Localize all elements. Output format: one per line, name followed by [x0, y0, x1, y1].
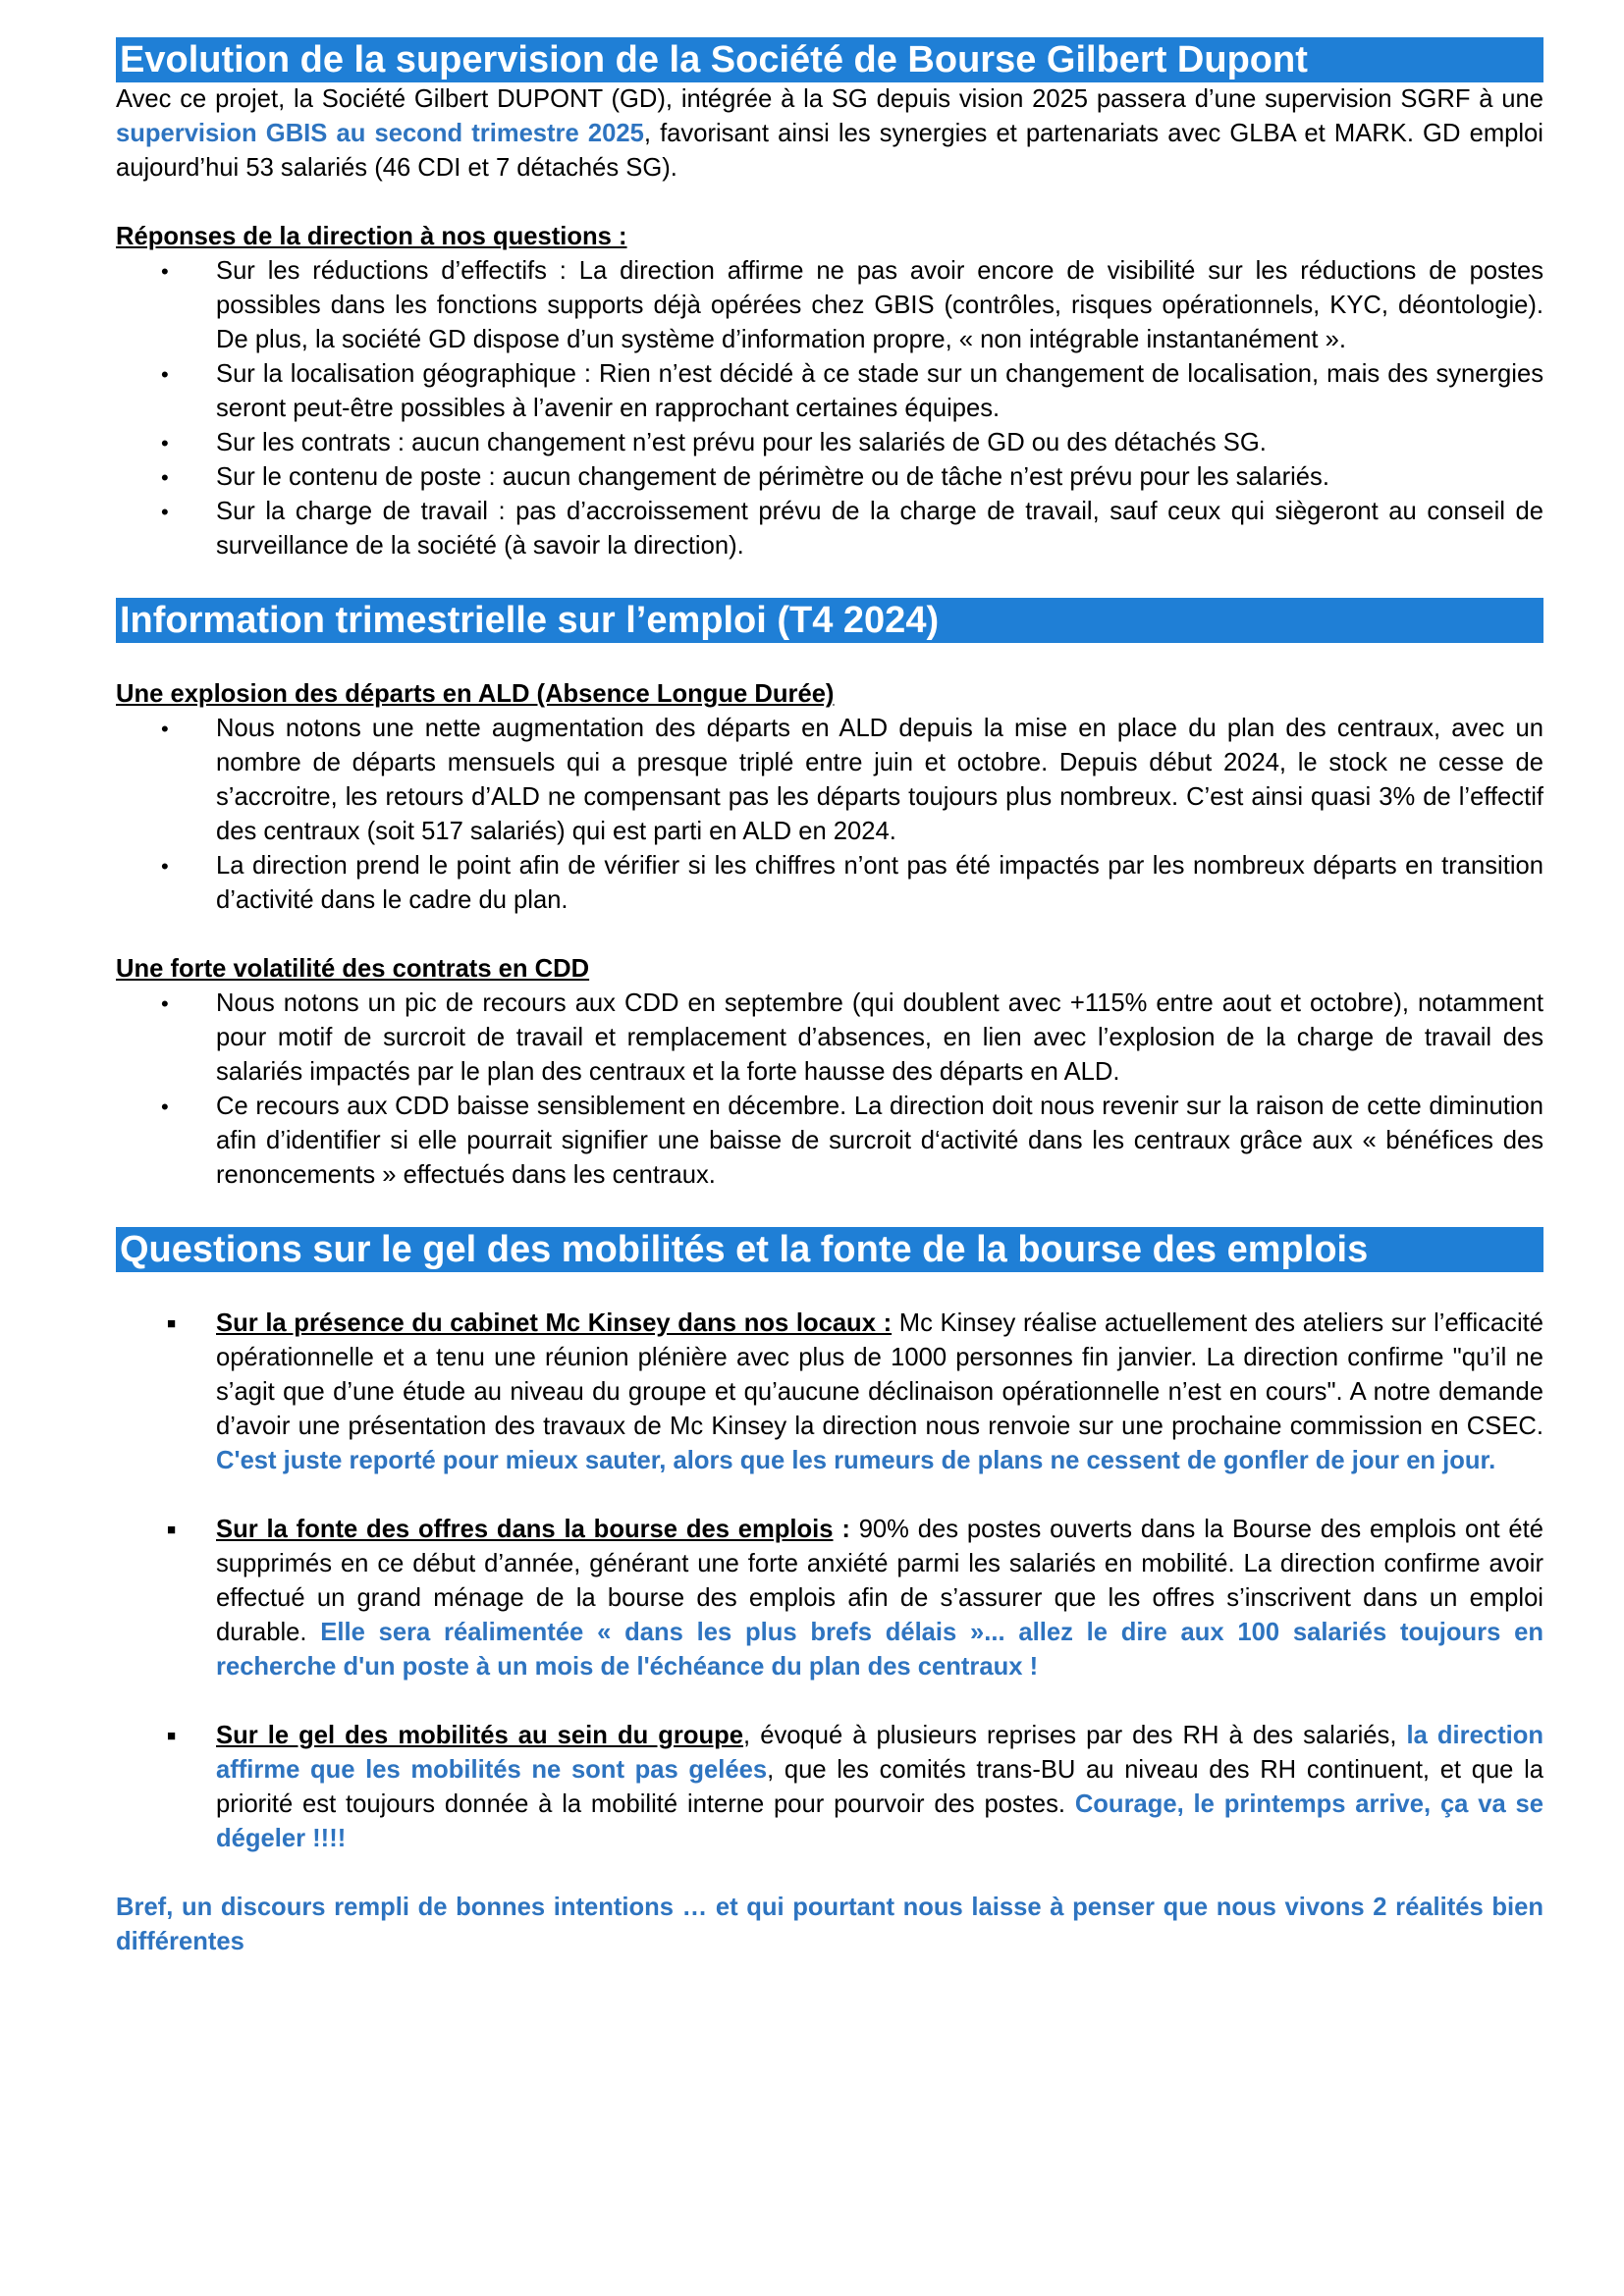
- list-item-gel: [116, 1719, 1543, 1856]
- list-item-text: Ce recours aux CDD baisse sensiblement en décembre. La direction doit nous revenir sur la raison de cette diminution afin d’identifier si elle pourrait signifier une baisse de surcroit d‘activité dans les centraux grâce aux « bénéfices des renoncements » effectués dans les centraux.: [216, 1093, 1543, 1189]
- item-text: 90% des postes ouverts dans la Bourse des emplois ont été supprimés en ce début d’année, générant une forte anxiété parmi les salariés en mobilité. La direction confirme avoir effectué un grand ménage de la bourse des emplois afin de s’assurer que les offres s’inscrivent dans un emploi durable.: [216, 1516, 1543, 1646]
- section-1-heading: Evolution de la supervision de la Société de Bourse Gilbert Dupont: [116, 37, 1543, 82]
- intro-highlight: supervision GBIS au second trimestre 2025: [116, 120, 644, 147]
- square-bullet-icon: ■: [167, 1315, 177, 1332]
- subheading-text: Une forte volatilité des contrats en CDD: [116, 955, 590, 983]
- intro-text: Avec ce projet, la Société Gilbert DUPONT (GD), intégrée à la SG depuis vision 2025 passera d’une supervision SGRF à une: [116, 85, 1543, 113]
- spacer: [116, 1856, 1543, 1891]
- list-item-text: La direction prend le point afin de vérifier si les chiffres n’ont pas été impactés par les nombreux départs en transition d’activité dans le cadre du plan.: [216, 852, 1543, 914]
- subheading-text: Une explosion des départs en ALD (Absence Longue Durée): [116, 680, 835, 708]
- square-bullet-icon: ■: [167, 1522, 177, 1538]
- item-comment: Courage, le printemps arrive, ça va se dégeler !!!!: [216, 1790, 1543, 1852]
- list-item: [116, 254, 1543, 357]
- section-2-list-cdd: [116, 987, 1543, 1193]
- conclusion: Bref, un discours rempli de bonnes intentions … et qui pourtant nous laisse à penser que nous vivons 2 réalités bien différentes: [116, 1894, 1543, 1955]
- list-item: [116, 460, 1543, 495]
- bullet-icon: •: [161, 1095, 169, 1119]
- section-2-heading: Information trimestrielle sur l’emploi (T4 2024): [116, 598, 1543, 643]
- spacer: [116, 918, 1543, 952]
- list-item: [116, 495, 1543, 563]
- item-comment: Elle sera réalimentée « dans les plus brefs délais »... allez le dire aux 100 salariés toujours en recherche d'un poste à un mois de l'échéance du plan des centraux !: [216, 1619, 1543, 1681]
- square-bullet-icon: ■: [167, 1728, 177, 1744]
- section-2-subheading-ald: [116, 677, 1543, 712]
- item-text: , évoqué à plusieurs reprises par des RH à des salariés,: [743, 1722, 1407, 1749]
- section-3-heading: Questions sur le gel des mobilités et la fonte de la bourse des emplois: [116, 1227, 1543, 1272]
- section-2-list-ald: [116, 712, 1543, 918]
- bullet-icon: •: [161, 362, 169, 387]
- section-1-subheading: [116, 220, 1543, 254]
- item-highlight: la direction affirme que les mobilités ne sont pas gelées: [216, 1722, 1543, 1784]
- section-2-subheading-cdd: [116, 952, 1543, 987]
- section-3-list: [116, 1307, 1543, 1856]
- spacer: [116, 1272, 1543, 1307]
- spacer: [116, 643, 1543, 677]
- item-lead: Sur le gel des mobilités au sein du groupe: [216, 1722, 744, 1749]
- list-item-text: Sur la charge de travail : pas d’accroissement prévu de la charge de travail, sauf ceux qui siègeront au conseil de surveillance de la société (à savoir la direction).: [216, 498, 1543, 560]
- bullet-icon: •: [161, 431, 169, 455]
- list-item-bourse: [116, 1513, 1543, 1684]
- list-item: [116, 987, 1543, 1090]
- list-item: [116, 849, 1543, 918]
- bullet-icon: •: [161, 500, 169, 524]
- bullet-icon: •: [161, 717, 169, 741]
- subheading-text: Réponses de la direction à nos questions :: [116, 223, 627, 250]
- item-lead: Sur la fonte des offres dans la bourse des emplois: [216, 1516, 834, 1543]
- list-item-text: Sur les contrats : aucun changement n’est prévu pour les salariés de GD ou des détachés SG.: [216, 429, 1267, 456]
- bullet-icon: •: [161, 465, 169, 490]
- item-text: Mc Kinsey réalise actuellement des ateliers sur l’efficacité opérationnelle et a tenu une réunion plénière avec plus de 1000 personnes fin janvier. La direction confirme "qu’il ne s’agit que d’une étude au niveau du groupe et qu’aucune déclinaison opérationnelle n’est en cours". A notre demande d’avoir une présentation des travaux de Mc Kinsey la direction nous renvoie sur une prochaine commission en CSEC.: [216, 1309, 1543, 1440]
- list-item-text: Sur les réductions d’effectifs : La direction affirme ne pas avoir encore de visibilité sur les réductions de postes possibles dans les fonctions supports déjà opérées chez GBIS (contrôles, risques opérationnels, KYC, déontologie). De plus, la société GD dispose d’un système d’information propre, « non intégrable instantanément ».: [216, 257, 1543, 353]
- section-1-list: [116, 254, 1543, 563]
- spacer: [116, 563, 1543, 598]
- item-colon: :: [833, 1516, 850, 1543]
- item-lead: Sur la présence du cabinet Mc Kinsey dans nos locaux :: [216, 1309, 893, 1337]
- bullet-icon: •: [161, 854, 169, 879]
- item-text: , que les comités trans-BU au niveau des RH continuent, et que la priorité est toujours donnée à la mobilité interne pour pourvoir des postes.: [216, 1756, 1543, 1818]
- spacer: [116, 1193, 1543, 1227]
- spacer: [116, 1684, 1543, 1719]
- spacer: [116, 1478, 1543, 1513]
- list-item-text: Sur la localisation géographique : Rien n’est décidé à ce stade sur un changement de localisation, mais des synergies seront peut-être possibles à l’avenir en rapprochant certaines équipes.: [216, 360, 1543, 422]
- list-item-mckinsey: [116, 1307, 1543, 1478]
- intro-text-end: , favorisant ainsi les synergies et partenariats avec GLBA et MARK. GD emploi aujourd’hui 53 salariés (46 CDI et 7 détachés SG).: [116, 120, 1543, 182]
- item-comment: C'est juste reporté pour mieux sauter, alors que les rumeurs de plans ne cessent de gonfler de jour en jour.: [216, 1447, 1496, 1474]
- section-1-intro: [116, 82, 1543, 186]
- bullet-icon: •: [161, 259, 169, 284]
- list-item: [116, 1090, 1543, 1193]
- list-item: [116, 712, 1543, 849]
- list-item-text: Sur le contenu de poste : aucun changement de périmètre ou de tâche n’est prévu pour les salariés.: [216, 463, 1329, 491]
- list-item-text: Nous notons une nette augmentation des départs en ALD depuis la mise en place du plan des centraux, avec un nombre de départs mensuels qui a presque triplé entre juin et octobre. Depuis début 2024, le stock ne cesse de s’accroitre, les retours d’ALD ne compensant pas les départs toujours plus nombreux. C’est ainsi quasi 3% de l’effectif des centraux (soit 517 salariés) qui est parti en ALD en 2024.: [216, 715, 1543, 845]
- bullet-icon: •: [161, 991, 169, 1016]
- document-page: [116, 37, 1543, 1959]
- list-item-text: Nous notons un pic de recours aux CDD en septembre (qui doublent avec +115% entre aout et octobre), notamment pour motif de surcroit de travail et remplacement d’absences, en lien avec l’explosion de la charge de travail des salariés impactés par le plan des centraux et la forte hausse des départs en ALD.: [216, 989, 1543, 1086]
- spacer: [116, 186, 1543, 220]
- list-item: [116, 357, 1543, 426]
- list-item: [116, 426, 1543, 460]
